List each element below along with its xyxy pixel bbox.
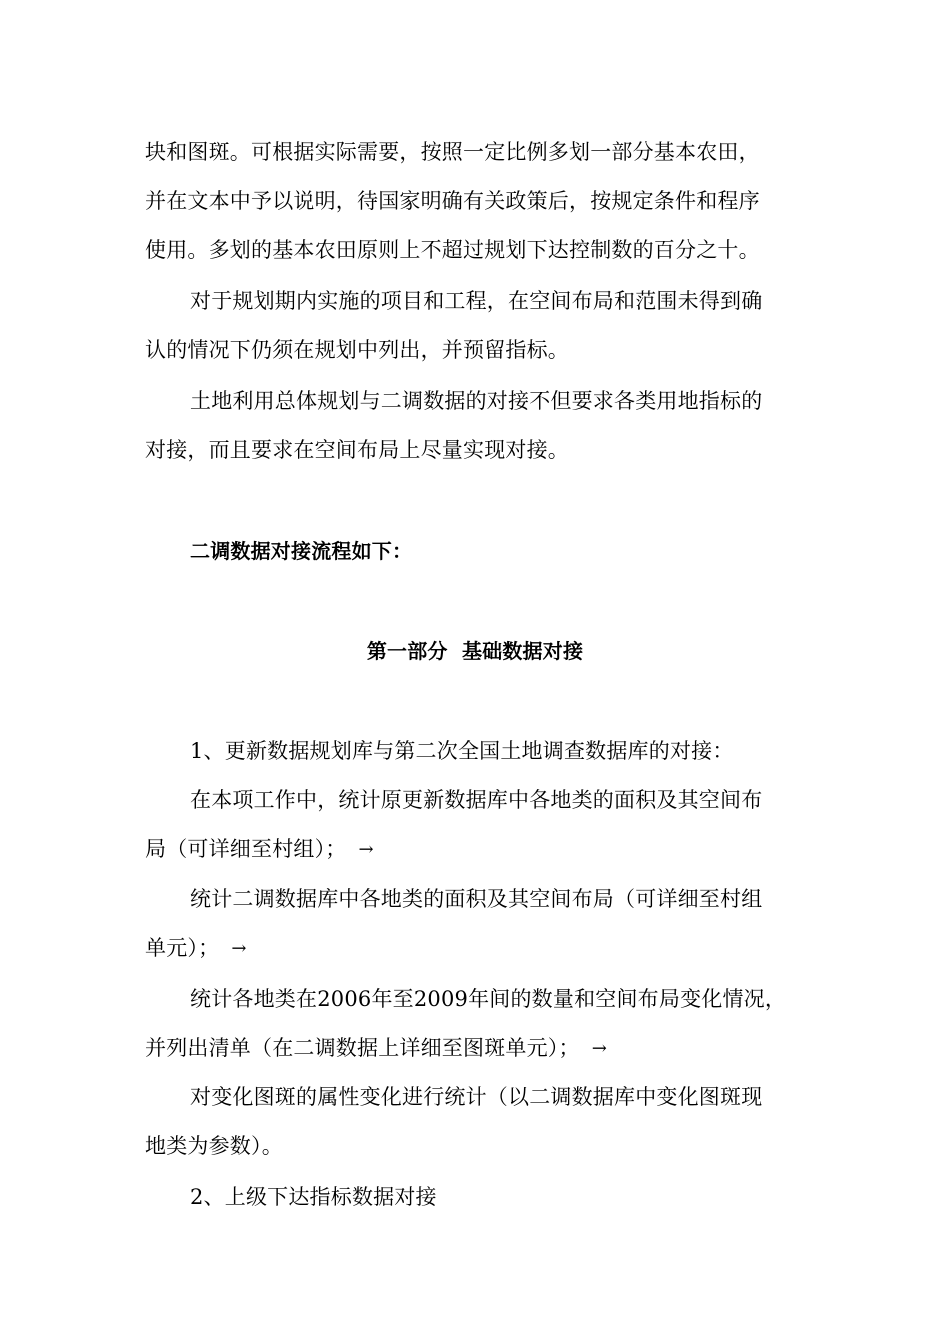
step-2-line-1: 统计二调数据库中各地类的面积及其空间布局（可详细至村组: [190, 887, 763, 911]
paragraph-2-line-1: 对于规划期内实施的项目和工程，在空间布局和范围未得到确: [190, 289, 763, 313]
step-1-line-2: [145, 835, 374, 864]
item-2-title: 2、上级下达指标数据对接: [190, 1185, 437, 1209]
step-3-text: 并列出清单（在二调数据上详细至图斑单元）；: [145, 1036, 580, 1060]
arrow-icon: →: [358, 839, 374, 860]
paragraph-1-line-1: 块和图斑。可根据实际需要，按照一定比例多划一部分基本农田，: [145, 140, 760, 164]
arrow-icon: →: [591, 1038, 607, 1059]
paragraph-1-line-3: 使用。多划的基本农田原则上不超过规划下达控制数的百分之十。: [145, 238, 760, 262]
paragraph-1-line-2: 并在文本中予以说明，待国家明确有关政策后，按规定条件和程序: [145, 189, 760, 213]
step-4-line-1: 对变化图斑的属性变化进行统计（以二调数据库中变化图斑现: [190, 1085, 763, 1109]
step-3-line-1: 统计各地类在2006年至2009年间的数量和空间布局变化情况，: [190, 987, 787, 1011]
step-2-line-2: [145, 934, 247, 963]
step-2-text: 单元）；: [145, 936, 220, 960]
paragraph-3-line-1: 土地利用总体规划与二调数据的对接不但要求各类用地指标的: [190, 389, 763, 413]
arrow-icon: →: [231, 938, 247, 959]
paragraph-2-line-2: 认的情况下仍须在规划中列出，并预留指标。: [145, 338, 569, 362]
step-4-line-2: 地类为参数）。: [145, 1134, 283, 1158]
flow-heading: 二调数据对接流程如下：: [190, 539, 413, 563]
step-1-text: 局（可详细至村组）；: [145, 837, 347, 861]
step-1-line-1: 在本项工作中，统计原更新数据库中各地类的面积及其空间布: [190, 788, 763, 812]
item-1-title: 1、更新数据规划库与第二次全国土地调查数据库的对接：: [190, 739, 734, 763]
step-3-line-2: [145, 1034, 607, 1063]
section-title: 第一部分 基础数据对接: [366, 639, 584, 663]
paragraph-3-line-2: 对接，而且要求在空间布局上尽量实现对接。: [145, 438, 569, 462]
